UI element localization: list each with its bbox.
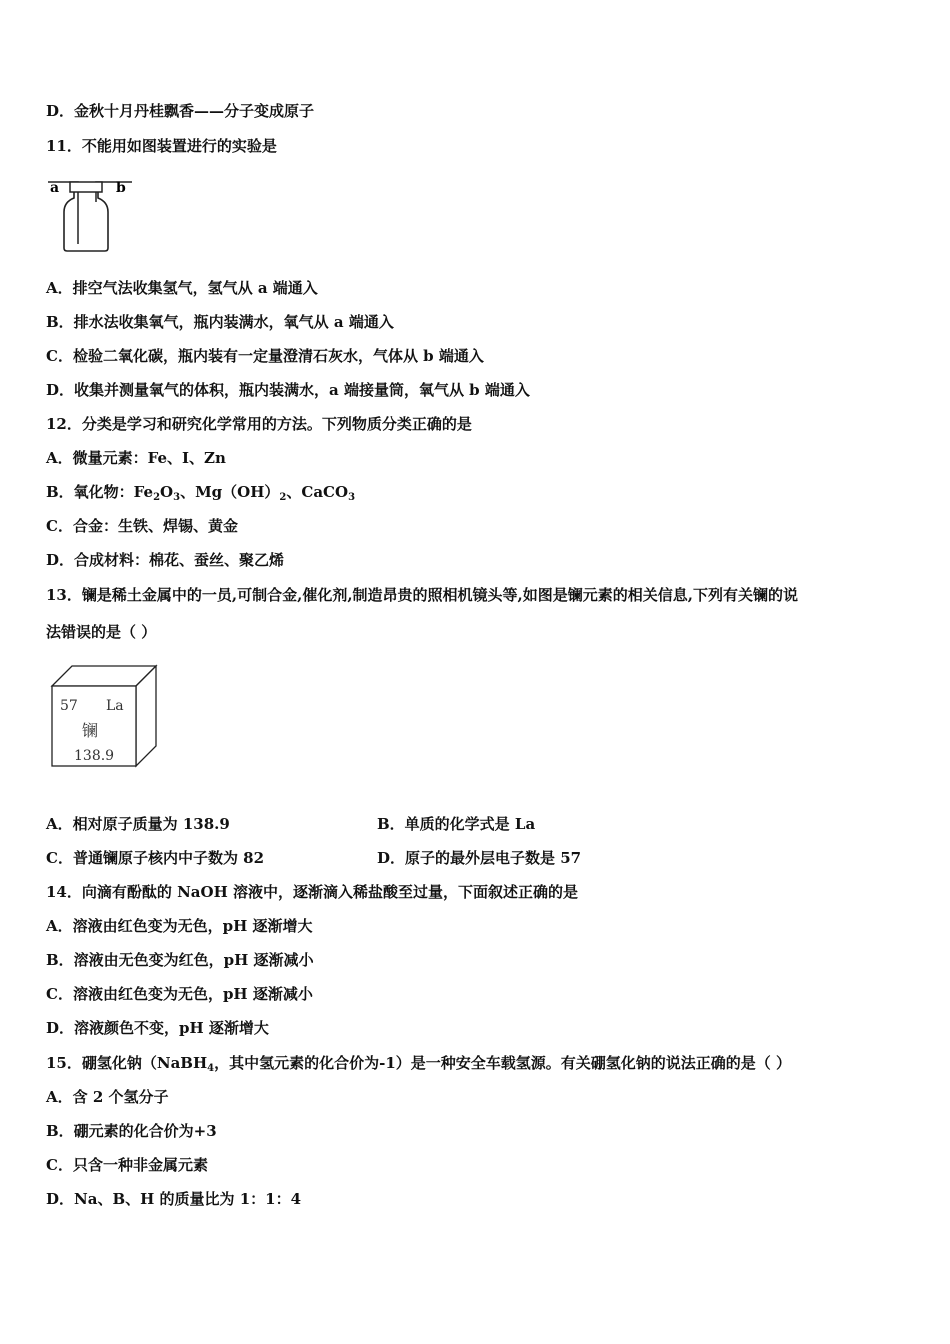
- element-cube-figure: [50, 664, 160, 768]
- q15-option-d: D．Na、B、H 的质量比为 1：1：4: [46, 1190, 302, 1208]
- q14-stem: 14．向滴有酚酞的 NaOH 溶液中，逐渐滴入稀盐酸至过量，下面叙述正确的是: [46, 883, 578, 901]
- q11-option-d: D．收集并测量氧气的体积，瓶内装满水，a 端接量筒，氧气从 b 端通入: [46, 381, 530, 399]
- bottle: [64, 192, 108, 251]
- q15-option-b: B．硼元素的化合价为+3: [46, 1122, 217, 1140]
- q14-option-d: D．溶液颜色不变，pH 逐渐增大: [46, 1019, 269, 1037]
- q13-option-b: B．单质的化学式是 La: [377, 815, 536, 833]
- q12-b-sub1: 2: [153, 492, 161, 503]
- q12-b-mid2: 、Mg（OH）: [180, 483, 280, 501]
- q15-stem-suffix: ，其中氢元素的化合价为-1）是一种安全车载氢源。有关硼氢化钠的说法正确的是（ ）: [214, 1054, 792, 1072]
- q12-b-sub2: 3: [173, 492, 181, 503]
- q12-b-mid3: 、CaCO: [286, 483, 349, 501]
- q11-option-c: C．检验二氧化碳，瓶内装有一定量澄清石灰水，气体从 b 端通入: [46, 347, 484, 365]
- q12-option-a: A．微量元素：Fe、I、Zn: [46, 449, 226, 467]
- q12-b-sub3: 2: [279, 492, 287, 503]
- q12-stem: 12．分类是学习和研究化学常用的方法。下列物质分类正确的是: [46, 415, 472, 433]
- q14-option-c: C．溶液由红色变为无色，pH 逐渐减小: [46, 985, 313, 1003]
- q10-option-d: D．金秋十月丹桂飘香——分子变成原子: [46, 102, 315, 120]
- q11-option-b: B．排水法收集氧气，瓶内装满水，氧气从 a 端通入: [46, 313, 394, 331]
- q12-option-d: D．合成材料：棉花、蚕丝、聚乙烯: [46, 551, 285, 569]
- q12-option-b: [46, 482, 355, 502]
- element-symbol: La: [106, 698, 124, 714]
- q13-option-a: A．相对原子质量为 138.9: [46, 815, 230, 833]
- q12-b-prefix: B．氧化物：Fe: [46, 483, 154, 501]
- label-b: b: [116, 180, 126, 196]
- q12-b-sub4: 3: [348, 492, 356, 503]
- q13-stem-line1: 13．镧是稀土金属中的一员,可制合金,催化剂,制造昂贵的照相机镜头等,如图是镧元素的相关信息,下列有关镧的说: [46, 586, 798, 604]
- q14-option-a: A．溶液由红色变为无色，pH 逐渐增大: [46, 917, 313, 935]
- q14-option-b: B．溶液由无色变为红色，pH 逐渐减小: [46, 951, 314, 969]
- q13-option-d: D．原子的最外层电子数是 57: [377, 849, 582, 867]
- q15-option-c: C．只含一种非金属元素: [46, 1156, 208, 1174]
- q11-option-a: A．排空气法收集氢气，氢气从 a 端通入: [46, 279, 318, 297]
- q15-option-a: A．含 2 个氢分子: [46, 1088, 169, 1106]
- atomic-mass: 138.9: [74, 748, 115, 764]
- q13-stem-line2: 法错误的是（ ）: [46, 623, 157, 641]
- element-name: 镧: [82, 721, 99, 740]
- q15-stem-sub: 4: [207, 1063, 215, 1074]
- label-a: a: [50, 180, 60, 196]
- q15-stem-prefix: 15．硼氢化钠（NaBH: [46, 1054, 208, 1072]
- q12-b-mid1: O: [160, 483, 174, 501]
- atomic-number: 57: [60, 698, 78, 714]
- q13-option-c: C．普通镧原子核内中子数为 82: [46, 849, 265, 867]
- stopper: [70, 182, 102, 192]
- gas-bottle-figure: [44, 172, 134, 254]
- q11-stem: 11．不能用如图装置进行的实验是: [46, 137, 277, 155]
- q12-option-c: C．合金：生铁、焊锡、黄金: [46, 517, 238, 535]
- q15-stem: [46, 1053, 791, 1073]
